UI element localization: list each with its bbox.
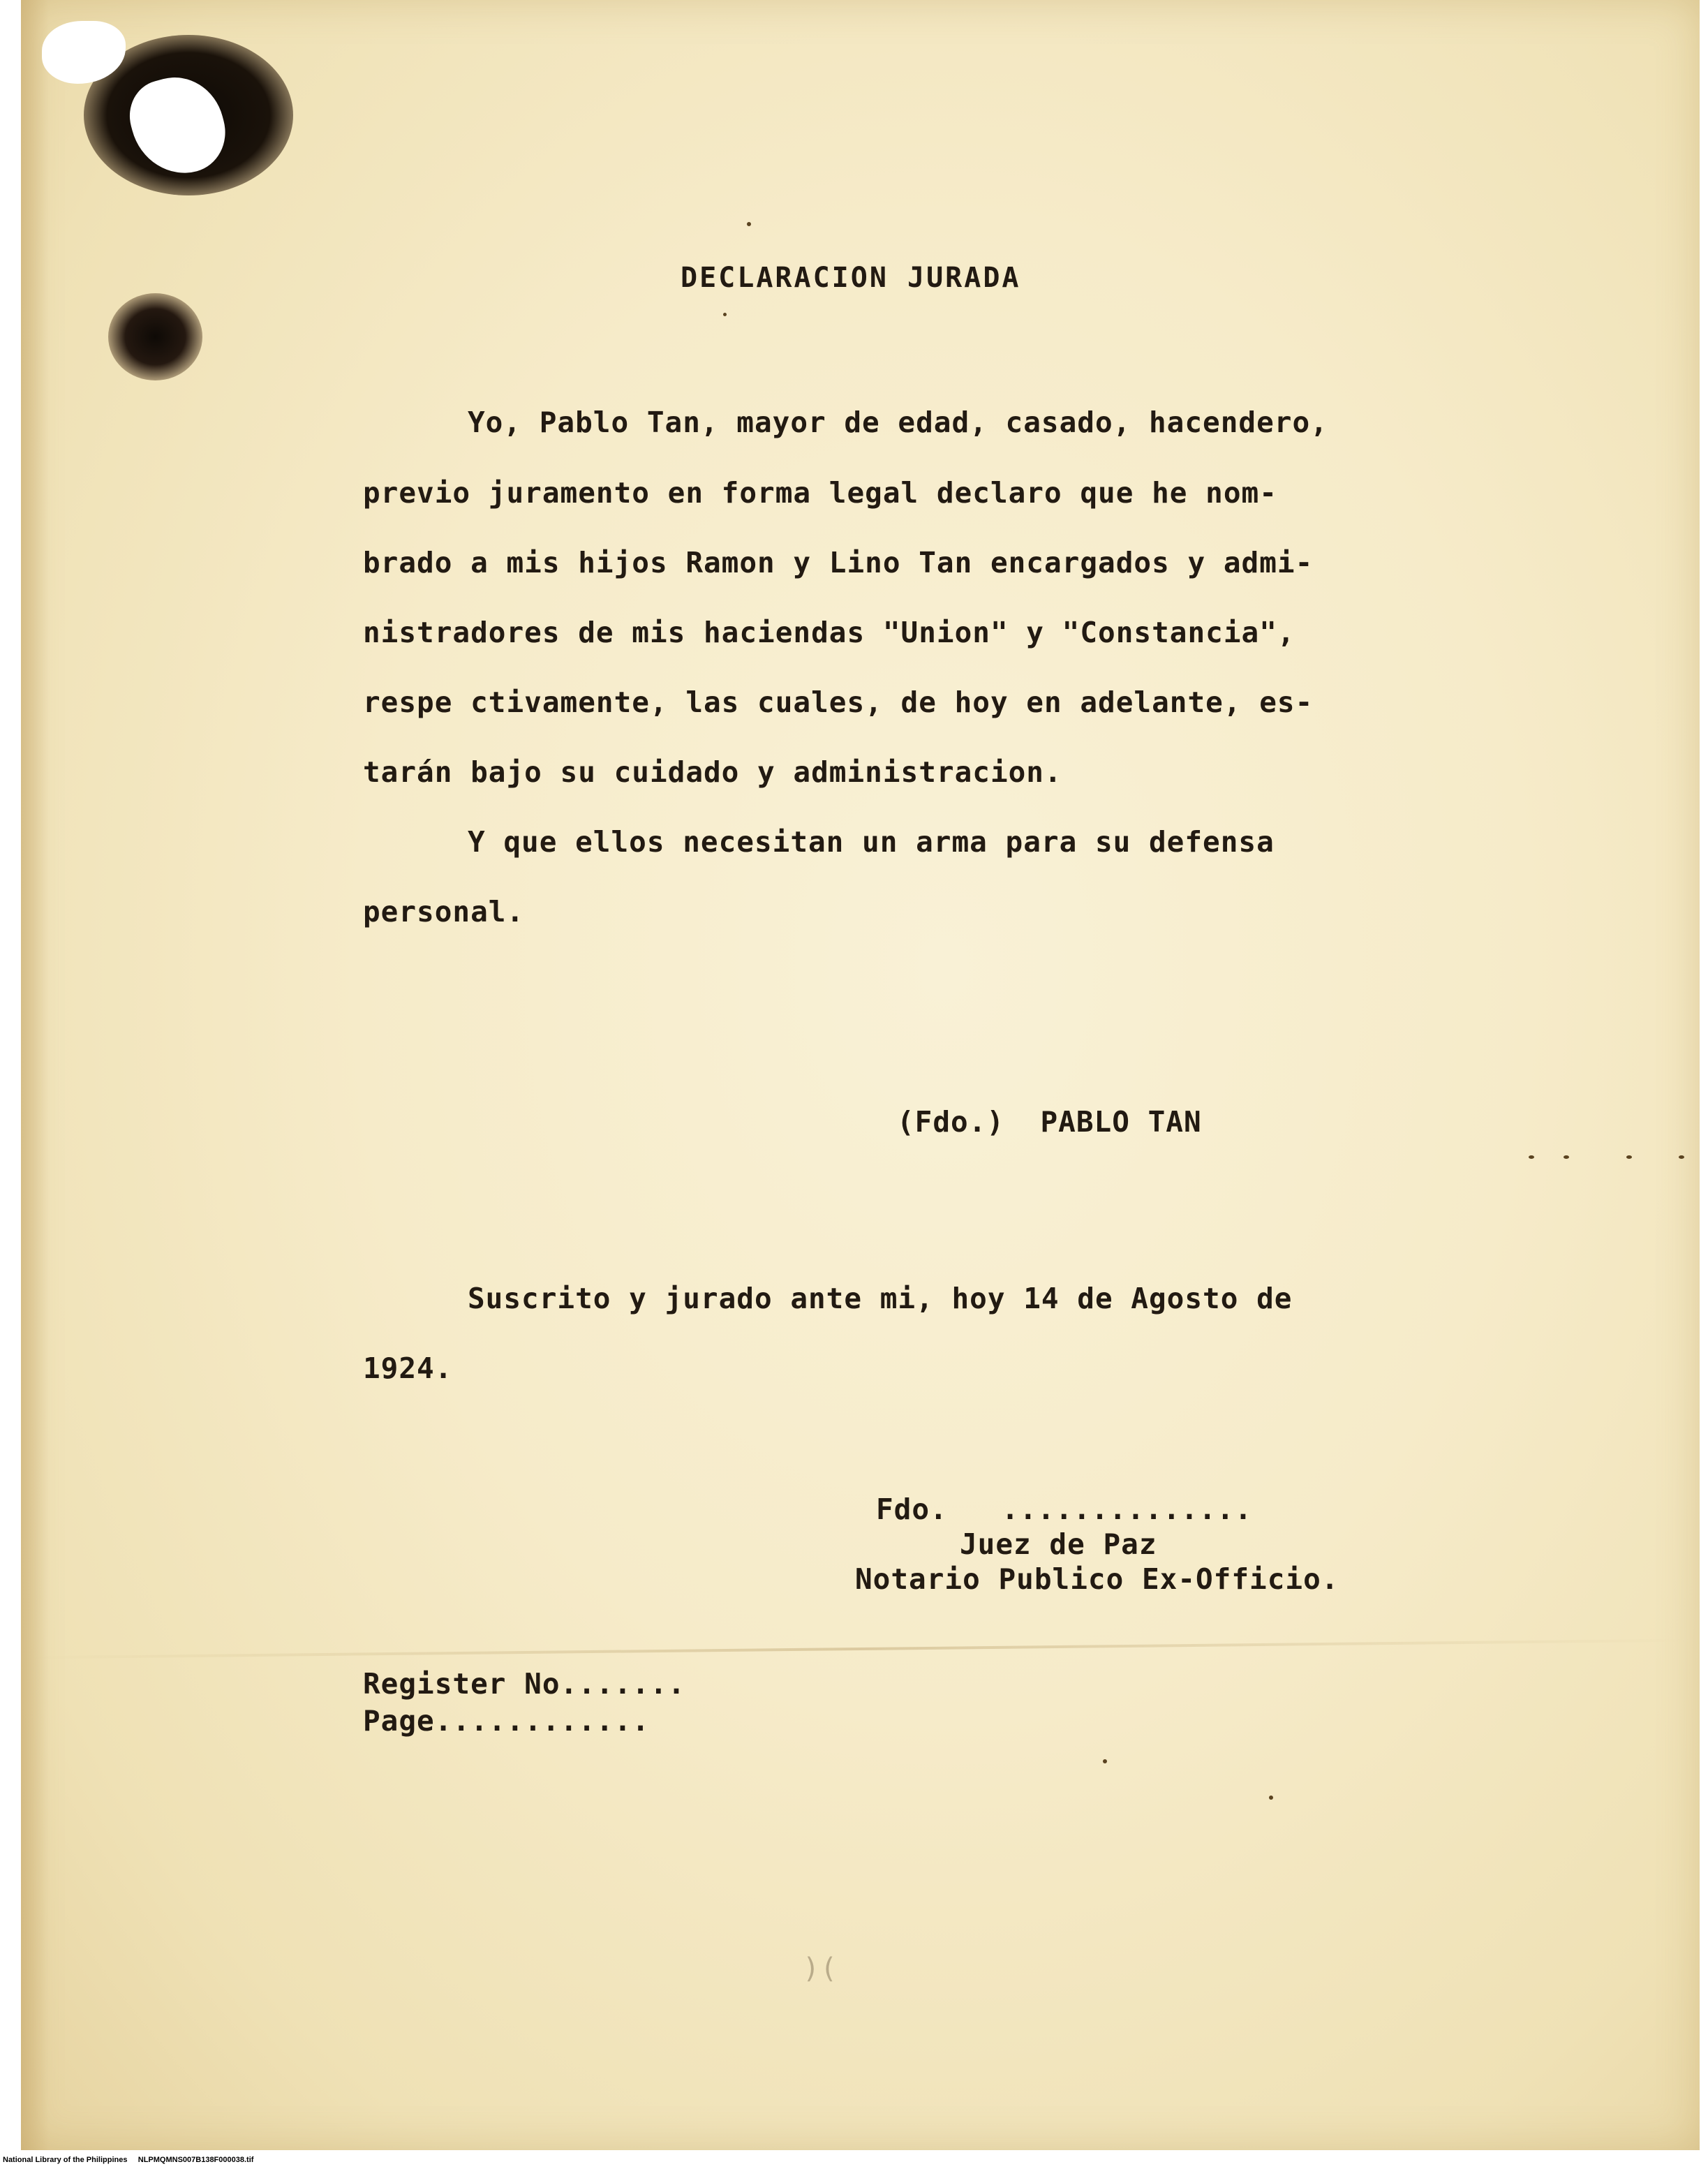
notary-title-publico: Notario Publico Ex-Officio. xyxy=(855,1562,1339,1596)
paper-speck xyxy=(1103,1759,1107,1763)
paper-speck xyxy=(747,222,751,226)
archive-footer: National Library of the Philippines NLPMQMNS007B138F000038.tif xyxy=(3,2156,254,2164)
signature-line: (Fdo.) PABLO TAN xyxy=(897,1105,1202,1139)
body-line: tarán bajo su cuidado y administracion. xyxy=(363,755,1062,789)
paper-speck xyxy=(1529,1155,1534,1159)
paper-speck xyxy=(1564,1155,1569,1159)
body-line: nistradores de mis haciendas "Union" y "Constancia", xyxy=(363,616,1295,649)
burn-mark-small xyxy=(108,293,202,380)
body-line: Yo, Pablo Tan, mayor de edad, casado, hacendero, xyxy=(468,406,1328,439)
jurat-year: 1924. xyxy=(363,1352,453,1385)
paper-edge-shading xyxy=(21,0,49,2150)
document-paper xyxy=(21,0,1700,2150)
jurat-line: Suscrito y jurado ante mi, hoy 14 de Agosto de xyxy=(468,1282,1293,1315)
notary-title-juez: Juez de Paz xyxy=(960,1527,1157,1561)
paper-speck xyxy=(1269,1796,1273,1800)
body-line: respe ctivamente, las cuales, de hoy en adelante, es- xyxy=(363,686,1314,719)
paper-speck xyxy=(723,313,727,316)
body-line: Y que ellos necesitan un arma para su defensa xyxy=(468,825,1275,859)
notary-signature-line: Fdo. .............. xyxy=(876,1493,1253,1526)
register-number-line: Register No....... xyxy=(363,1667,686,1701)
body-line: previo juramento en forma legal declaro que he nom- xyxy=(363,476,1277,510)
body-line: personal. xyxy=(363,895,525,928)
document-title: DECLARACION JURADA xyxy=(681,262,1021,294)
paper-speck xyxy=(1626,1155,1632,1159)
paper-speck xyxy=(1679,1155,1684,1159)
page-mark: )( xyxy=(803,1953,838,1985)
register-page-line: Page............ xyxy=(363,1704,650,1738)
body-line: brado a mis hijos Ramon y Lino Tan encargados y admi- xyxy=(363,546,1314,579)
